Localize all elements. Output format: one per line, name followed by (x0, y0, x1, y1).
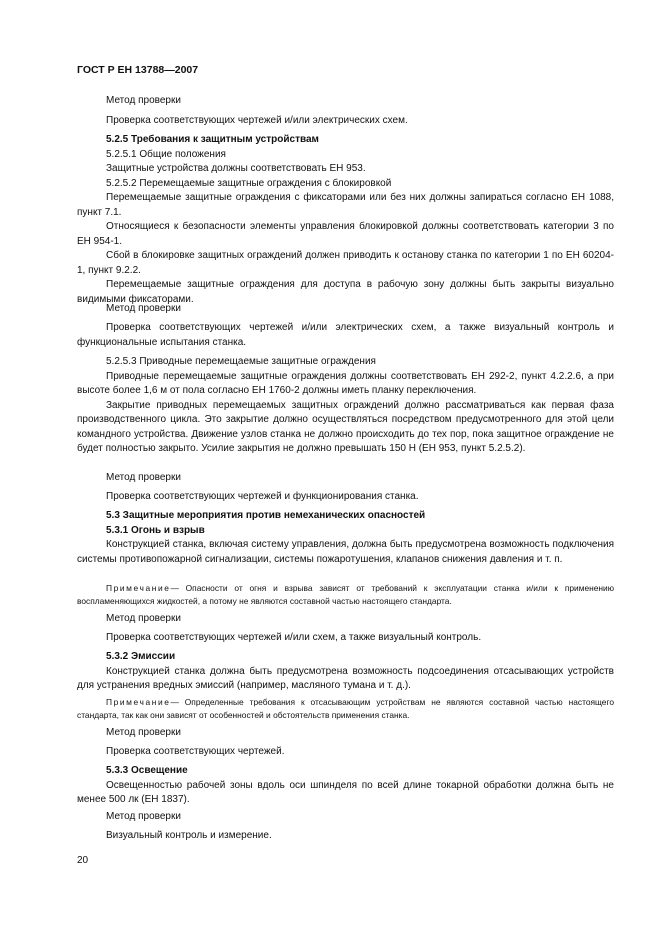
check-text: Проверка соответствующих чертежей и/или схем, а также визуальный контроль. (106, 632, 482, 643)
note-text: — Опасности от огня и взрыва зависят от требований к эксплуатации станка и/или к применению воспламеняющихся жидкостей, а потому не являются составной частью настоящего стандарта. (77, 583, 614, 606)
subsection-title: 5.3.1 Огонь и взрыв (106, 524, 205, 536)
paragraph: Сбой в блокировке защитных ограждений должен приводить к останову станка по категории 1 по ЕН 60204-1, пункт 9.2.2. (77, 250, 614, 276)
paragraph: Относящиеся к безопасности элементы управления блокировкой должны соответствовать категории 3 по ЕН 954-1. (77, 221, 614, 247)
section-title: 5.3 Защитные мероприятия против немеханических опасностей (106, 510, 426, 521)
subsection-title: 5.3.3 Освещение (106, 765, 188, 776)
page-number: 20 (77, 855, 89, 866)
subsection-title: 5.2.5.1 Общие положения (106, 148, 226, 160)
note (77, 696, 614, 721)
note-label: Примечание (106, 583, 171, 593)
subsection-title: 5.3.2 Эмиссии (106, 651, 176, 662)
paragraph: Перемещаемые защитные ограждения для доступа в рабочую зону должны быть закрыты визуально видимыми фиксаторами. (77, 279, 614, 305)
section-5-3-3 (77, 764, 614, 808)
paragraph: Конструкцией станка, включая систему управления, должна быть предусмотрена возможность подключения системы противопожарной сигнализации, системы пожаротушения, клапанов снижения давления и т. п. (77, 539, 614, 565)
paragraph: Перемещаемые защитные ограждения с фиксаторами или без них должны запираться согласно ЕН 1088, пункт 7.1. (77, 192, 614, 218)
section-title: 5.2.5 Требования к защитным устройствам (106, 134, 319, 145)
check-text: Проверка соответствующих чертежей и/или электрических схем. (106, 115, 408, 126)
paragraph: Освещенностью рабочей зоны вдоль оси шпинделя по всей длине токарной обработки должна быть не менее 500 лк (ЕН 1837). (77, 779, 614, 805)
check-text: Визуальный контроль и измерение. (106, 830, 272, 841)
section-5-2-5 (77, 133, 614, 307)
subsection-title: 5.2.5.3 Приводные перемещаемые защитные ограждения (106, 356, 376, 367)
check-text: Проверка соответствующих чертежей и/или электрических схем, а также визуальный контроль и функциональные испытания станка. (77, 322, 614, 348)
section-5-3-2 (77, 650, 614, 694)
method-label: Метод проверки (106, 303, 181, 314)
check-text: Проверка соответствующих чертежей и функционирования станка. (106, 491, 419, 502)
note-text: — Определенные требования к отсасывающим устройствам не являются составной частью настоящего стандарта, так как они зависят от особенностей и обстоятельств применения станка. (77, 697, 614, 720)
method-label: Метод проверки (106, 613, 181, 624)
paragraph: Защитные устройства должны соответствовать ЕН 953. (106, 163, 366, 174)
subsection-title: 5.2.5.2 Перемещаемые защитные ограждения с блокировкой (106, 177, 392, 189)
paragraph: Закрытие приводных перемещаемых защитных ограждений должно рассматриваться как первая фаза производственного цикла. Это закрытие должно осуществляться посредством предусмотренного для этой цели командного устройства. Движение узлов станка не должно происходить до тех пор, пока защитное ограждение не будет полностью закрыто. Усилие закрытия не должно превышать 150 Н (ЕН 953, пункт 5.2.5.2). (77, 399, 614, 454)
method-label: Метод проверки (106, 95, 181, 106)
method-label: Метод проверки (106, 727, 181, 738)
note-label: Примечание (106, 697, 171, 707)
paragraph: Приводные перемещаемые защитные ограждения должны соответствовать ЕН 292-2, пункт 4.2.2.6, а при высоте более 1,6 м от пола согласно ЕН 1760-2 должны иметь планку переключения. (77, 370, 614, 396)
check-text: Проверка соответствующих чертежей. (106, 746, 285, 757)
method-label: Метод проверки (106, 811, 181, 822)
document-header: ГОСТ Р ЕН 13788—2007 (77, 64, 199, 76)
method-label: Метод проверки (106, 472, 181, 483)
section-5-3 (77, 509, 614, 567)
section-5-2-5-3 (77, 355, 614, 457)
note (77, 582, 614, 607)
paragraph: Конструкцией станка должна быть предусмотрена возможность подсоединения отсасывающих устройств для устранения вредных эмиссий (например, масляного тумана и т. д.). (77, 665, 614, 691)
